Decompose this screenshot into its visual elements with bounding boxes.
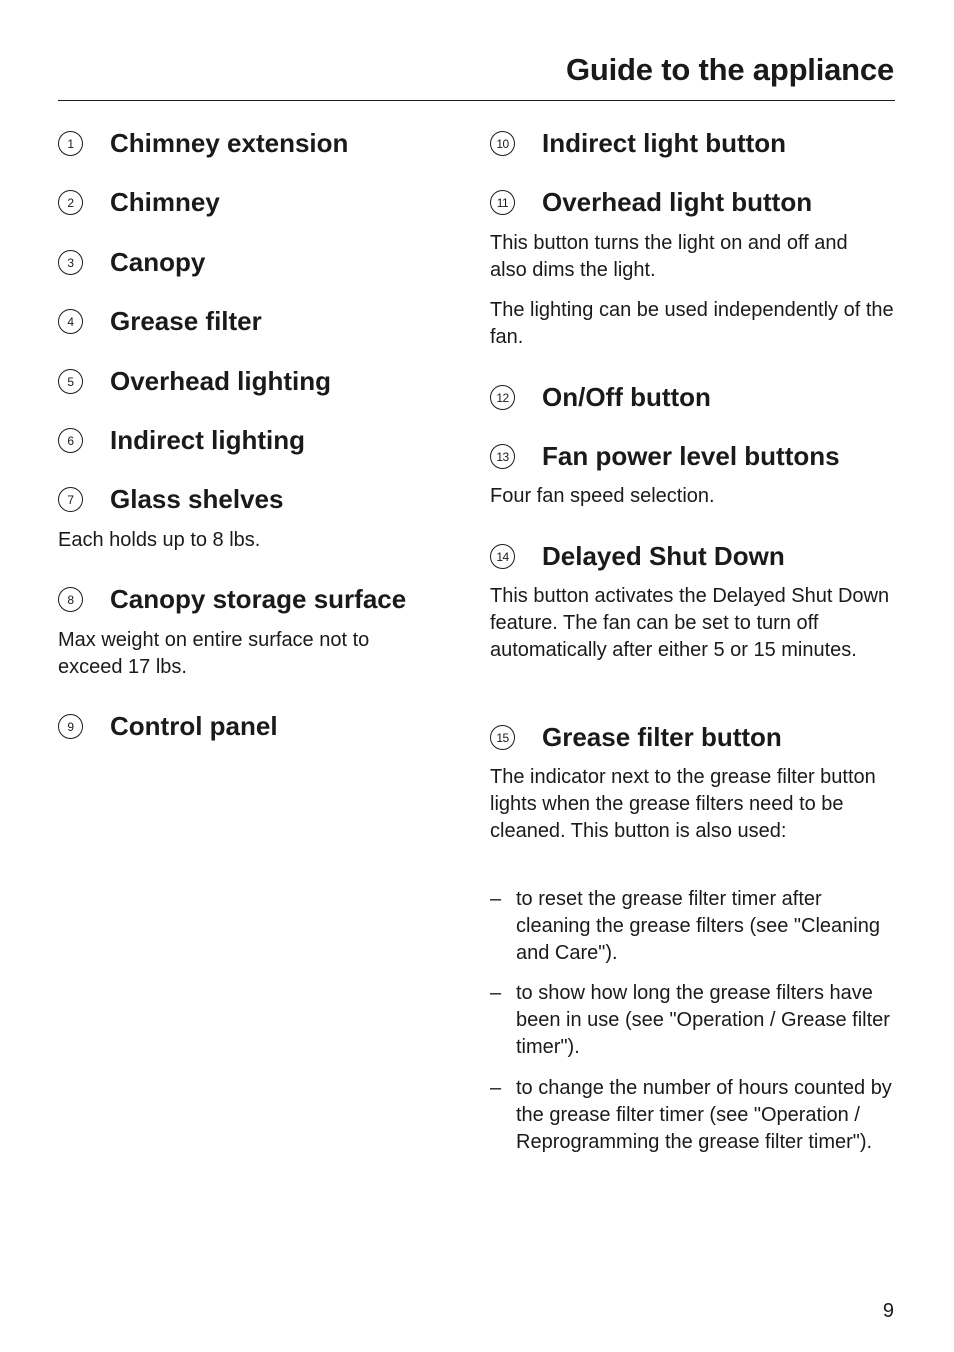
header-rule: [58, 100, 895, 101]
bullet-item: [490, 980, 900, 1061]
bullet-text: to show how long the grease filters have been in use (see "Operation / Grease filter timer").: [516, 982, 890, 1058]
bullet-item: [490, 886, 900, 967]
item-grease-filter-button: [490, 722, 782, 753]
item-number: 13: [490, 444, 515, 469]
item-number: 7: [58, 487, 83, 512]
item-canopy: [58, 247, 205, 278]
item-fan-power-level-buttons: [490, 441, 840, 472]
item-description: The indicator next to the grease filter button lights when the grease filters need to be cleaned. This button is also used:: [490, 766, 876, 842]
bullet-dash: –: [490, 982, 502, 1004]
item-label: Grease filter: [110, 306, 262, 336]
item-glass-shelves: [58, 484, 283, 515]
item-description: This button turns the light on and off and also dims the light.: [490, 232, 848, 281]
bullet-text: to change the number of hours counted by the grease filter timer (see "Operation / Reprogramming the grease filter timer").: [516, 1077, 892, 1153]
item-label: Control panel: [110, 711, 278, 741]
item-number: 14: [490, 544, 515, 569]
item-label: Indirect lighting: [110, 425, 305, 455]
item-indirect-light-button: [490, 128, 786, 159]
item-label: Chimney: [110, 187, 220, 217]
item-delayed-shut-down: [490, 541, 785, 572]
item-label: Overhead lighting: [110, 366, 332, 396]
item-number: 10: [490, 131, 515, 156]
item-canopy-storage-surface: [58, 584, 406, 615]
item-overhead-light-button: [490, 187, 812, 218]
bullet-text: to reset the grease filter timer after cleaning the grease filters (see "Cleaning and Care").: [516, 888, 880, 964]
bullet-dash: –: [490, 888, 502, 910]
item-label: Indirect light button: [542, 128, 787, 158]
item-description: This button activates the Delayed Shut Down feature. The fan can be set to turn off automatically after either 5 or 15 minutes.: [490, 585, 890, 661]
item-grease-filter: [58, 306, 262, 337]
page-title: Guide to the appliance: [565, 52, 894, 87]
item-label: On/Off button: [542, 382, 711, 412]
bullet-dash: –: [490, 1077, 502, 1099]
item-control-panel: [58, 711, 278, 742]
item-number: 11: [490, 190, 515, 215]
item-label: Fan power level buttons: [542, 441, 840, 471]
item-description: Each holds up to 8 lbs.: [58, 529, 261, 551]
item-number: 6: [58, 428, 83, 453]
page-number: 9: [882, 1300, 894, 1322]
item-number: 2: [58, 190, 83, 215]
bullet-item: [490, 1075, 900, 1156]
item-number: 8: [58, 587, 83, 612]
item-label: Overhead light button: [542, 187, 813, 217]
item-label: Grease filter button: [542, 722, 782, 752]
item-overhead-lighting: [58, 366, 331, 397]
item-label: Canopy storage surface: [110, 584, 407, 614]
item-number: 9: [58, 714, 83, 739]
item-number: 4: [58, 309, 83, 334]
item-label: Chimney extension: [110, 128, 349, 158]
item-description: Four fan speed selection.: [490, 485, 715, 507]
item-description: The lighting can be used independently of the fan.: [490, 299, 894, 348]
item-number: 15: [490, 725, 515, 750]
item-label: Canopy: [110, 247, 206, 277]
item-chimney-extension: [58, 128, 348, 159]
item-description: Max weight on entire surface not to exceed 17 lbs.: [58, 629, 370, 678]
item-on-off-button: [490, 382, 711, 413]
item-label: Delayed Shut Down: [542, 541, 785, 571]
item-chimney: [58, 187, 220, 218]
item-number: 1: [58, 131, 83, 156]
item-label: Glass shelves: [110, 484, 284, 514]
item-number: 5: [58, 369, 83, 394]
item-number: 3: [58, 250, 83, 275]
item-indirect-lighting: [58, 425, 305, 456]
item-number: 12: [490, 385, 515, 410]
